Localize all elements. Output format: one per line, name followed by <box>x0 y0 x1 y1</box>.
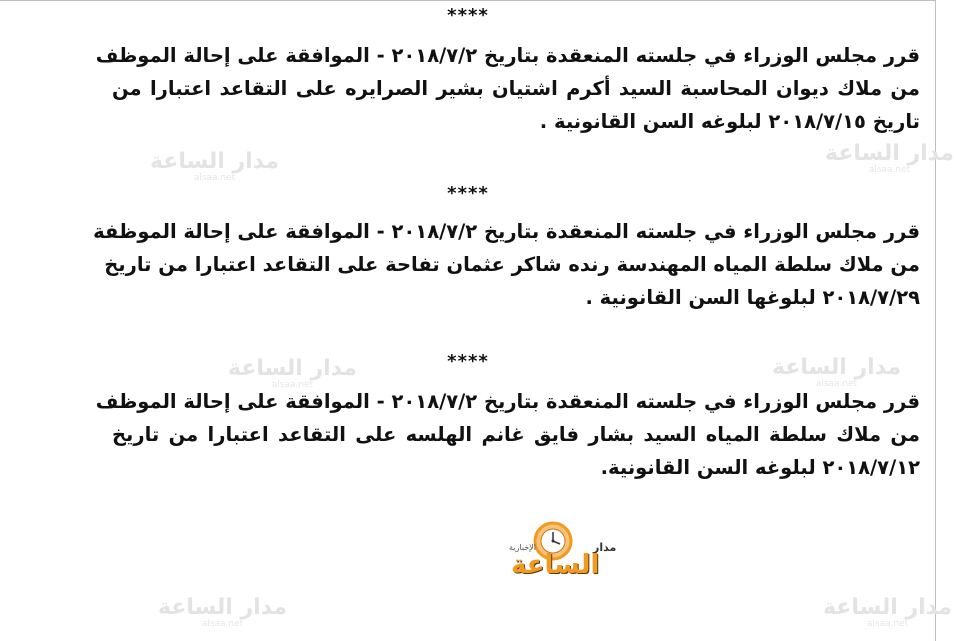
paragraph-line: من ملاك سلطة المياه المهندسة رنده شاكر عثمان تفاحة على التقاعد اعتبارا من تاريخ <box>104 253 920 276</box>
watermark-url: alsaa.net <box>868 165 911 175</box>
paragraph-line: من ملاك ديوان المحاسبة السيد أكرم اشتيان بشير الصرايره على التقاعد اعتبارا من <box>112 77 920 100</box>
watermark-brand: مدار الساعة <box>772 355 902 380</box>
decision-paragraph <box>95 39 920 138</box>
logo-tag-text: الإخبارية <box>509 543 536 552</box>
decision-paragraph <box>95 385 920 484</box>
watermark-url: alsaa.net <box>815 379 858 389</box>
watermark-brand: مدار الساعة <box>158 595 288 620</box>
paragraph-line: قرر مجلس الوزراء في جلسته المنعقدة بتاريخ ٢٠١٨/٧/٢ - الموافقة على إحالة الموظفة <box>93 220 920 243</box>
decision-paragraph <box>93 215 920 314</box>
watermark-url: alsaa.net <box>201 619 244 629</box>
watermark-brand: مدار الساعة <box>228 356 358 381</box>
watermark-url: alsaa.net <box>193 173 236 183</box>
paragraph-line: من ملاك سلطة المياه السيد بشار فايق غانم الهلسه على التقاعد اعتبارا من تاريخ <box>112 423 920 446</box>
logo-main-text: الساعة <box>511 550 600 580</box>
paragraph-line: تاريخ ٢٠١٨/٧/١٥ لبلوغه السن القانونية . <box>539 110 920 133</box>
watermark-brand: مدار الساعة <box>150 149 280 174</box>
section-separator: **** <box>447 351 489 372</box>
section-separator: **** <box>447 183 489 204</box>
watermark-url: alsaa.net <box>866 619 909 629</box>
logo-top-text: مدار <box>593 541 617 554</box>
watermark <box>150 151 279 184</box>
paragraph-line: قرر مجلس الوزراء في جلسته المنعقدة بتاريخ ٢٠١٨/٧/٢ - الموافقة على إحالة الموظف <box>95 390 920 413</box>
paragraph-line: ٢٠١٨/٧/٢٩ لبلوغها السن القانونية . <box>585 286 920 309</box>
section-separator: **** <box>447 5 489 26</box>
watermark-url: alsaa.net <box>271 380 314 390</box>
watermark <box>158 597 287 630</box>
watermark <box>825 143 954 176</box>
paragraph-line: ٢٠١٨/٧/١٢ لبلوغه السن القانونية. <box>600 456 920 479</box>
watermark-brand: مدار الساعة <box>823 595 953 620</box>
site-logo <box>503 521 623 581</box>
watermark-brand: مدار الساعة <box>825 141 954 166</box>
watermark <box>823 597 952 630</box>
paragraph-line: قرر مجلس الوزراء في جلسته المنعقدة بتاريخ ٢٠١٨/٧/٢ - الموافقة على إحالة الموظف <box>95 44 920 67</box>
